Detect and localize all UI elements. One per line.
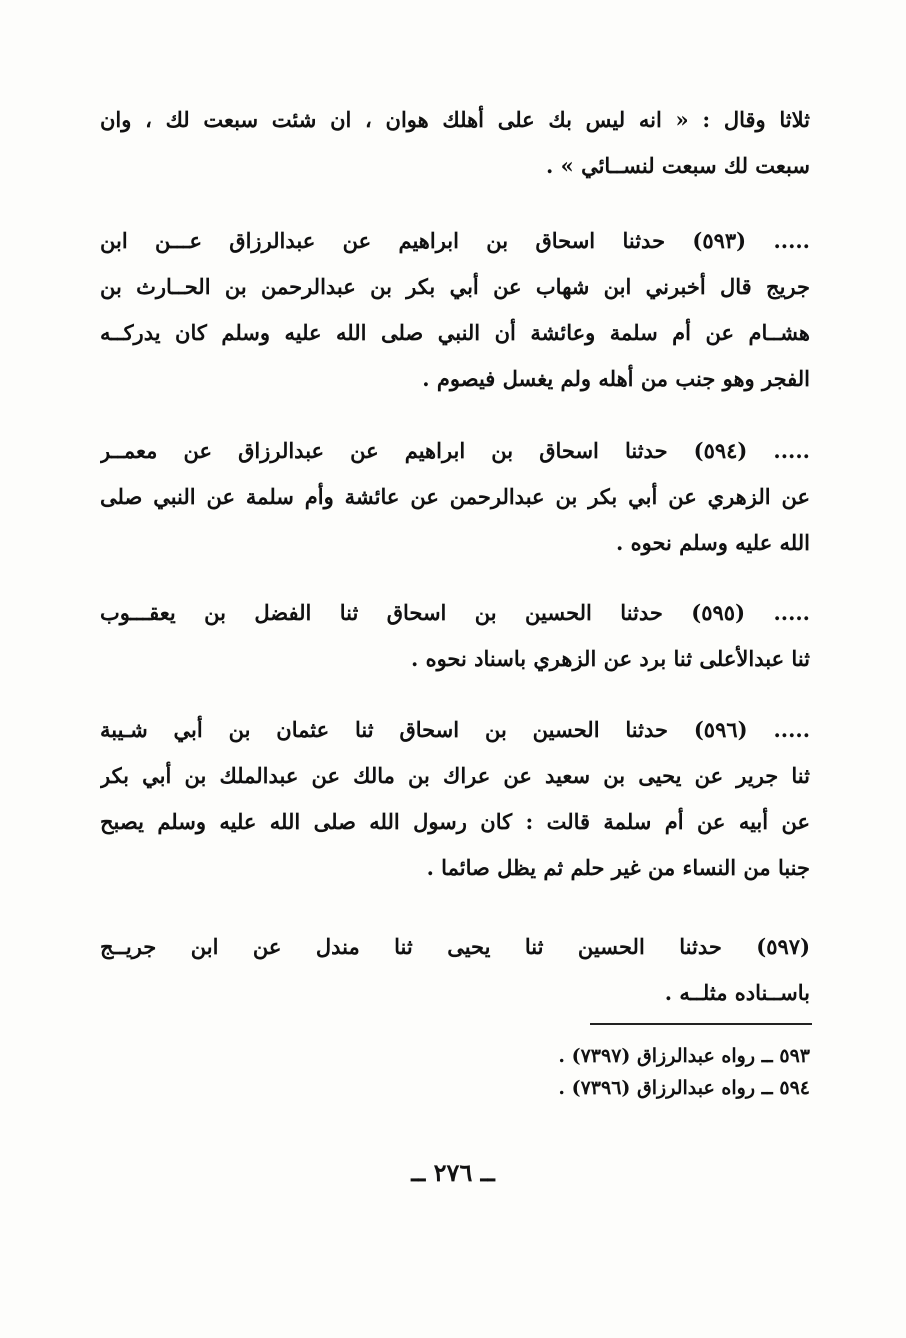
- paragraph-continuation: [100, 97, 810, 189]
- text-line: جريج قال أخبرني ابن شهاب عن أبي بكر بن عبدالرحمن بن الحــارث بن: [100, 274, 810, 299]
- hadith-594: [100, 428, 810, 566]
- text-line: ..... (٥٩٣) حدثنا اسحاق بن ابراهيم عن عبدالرزاق عـــن ابن: [100, 228, 810, 253]
- hadith-597: [100, 924, 810, 1016]
- text-line: ثنا جرير عن يحيى بن سعيد عن عراك بن مالك عن عبدالملك بن أبي بكر: [100, 763, 810, 788]
- text-line: باســناده مثلــه .: [664, 980, 810, 1005]
- footnotes: [400, 1040, 810, 1104]
- page-number: ــ ٢٧٦ ــ: [411, 1158, 495, 1187]
- hadith-595: [100, 590, 810, 682]
- text-line: الله عليه وسلم نحوه .: [616, 530, 810, 555]
- text-line: ..... (٥٩٥) حدثنا الحسين بن اسحاق ثنا الفضل بن يعقـــوب: [100, 600, 810, 625]
- text-line: جنبا من النساء من غير حلم ثم يظل صائما .: [426, 855, 810, 880]
- text-line: عن أبيه عن أم سلمة قالت : كان رسول الله صلى الله عليه وسلم يصبح: [100, 809, 810, 834]
- text-line: الفجر وهو جنب من أهله ولم يغسل فيصوم .: [422, 366, 810, 391]
- text-line: ..... (٥٩٦) حدثنا الحسين بن اسحاق ثنا عثمان بن أبي شـيبة: [100, 717, 810, 742]
- text-line: هشــام عن أم سلمة وعائشة أن النبي صلى الله عليه وسلم كان يدركــه: [100, 320, 810, 345]
- hadith-596: [100, 707, 810, 891]
- text-line: ..... (٥٩٤) حدثنا اسحاق بن ابراهيم عن عبدالرزاق عن معمــر: [100, 438, 810, 463]
- text-line: ثلاثا وقال : « انه ليس بك على أهلك هوان ، ان شئت سبعت لك ، وان: [100, 107, 810, 132]
- footnote-594: ٥٩٤ ــ رواه عبدالرزاق (٧٣٩٦) .: [558, 1077, 810, 1099]
- text-line: عن الزهري عن أبي بكر بن عبدالرحمن عن عائشة وأم سلمة عن النبي صلى: [100, 484, 810, 509]
- footnote-divider: [590, 1023, 812, 1025]
- hadith-593: [100, 218, 810, 402]
- text-line: ثنا عبدالأعلى ثنا برد عن الزهري باسناد نحوه .: [410, 646, 810, 671]
- text-line: سبعت لك سبعت لنســائي » .: [546, 153, 810, 178]
- footnote-593: ٥٩٣ ــ رواه عبدالرزاق (٧٣٩٧) .: [558, 1045, 810, 1067]
- text-line: (٥٩٧) حدثنا الحسين ثنا يحيى ثنا مندل عن ابن جريــج: [100, 934, 810, 959]
